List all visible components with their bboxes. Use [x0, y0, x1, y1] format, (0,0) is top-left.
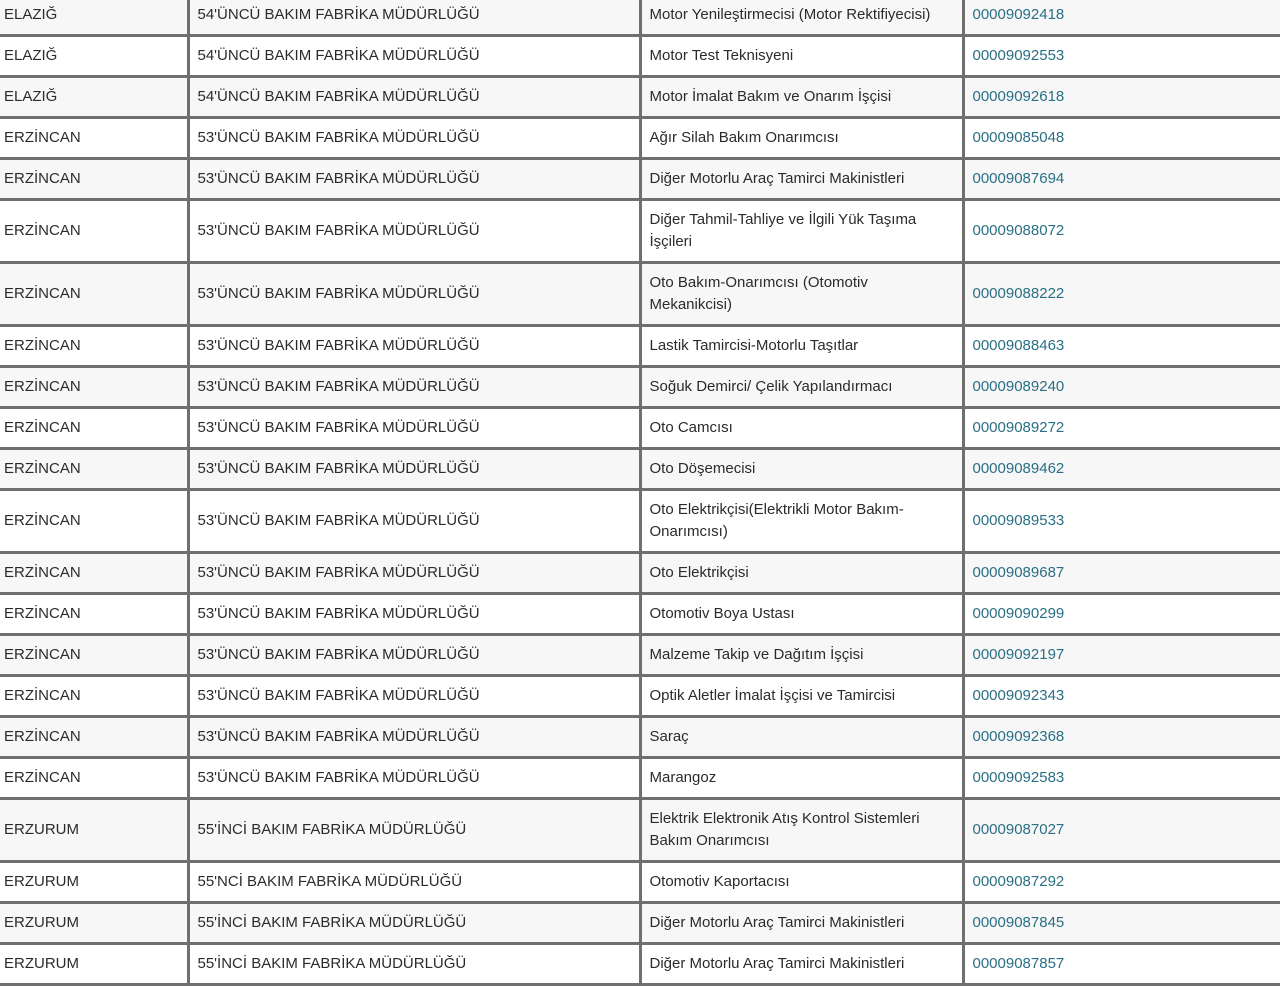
city-cell: ERZURUM — [0, 799, 188, 862]
job-title-cell: Elektrik Elektronik Atış Kontrol Sistemleri Bakım Onarımcısı — [640, 799, 963, 862]
job-title-cell: Diğer Motorlu Araç Tamirci Makinistleri — [640, 159, 963, 200]
job-code-link[interactable]: 00009092418 — [963, 0, 1280, 36]
table-row — [0, 594, 1280, 635]
city-cell: ERZURUM — [0, 944, 188, 985]
job-title-cell: Oto Elektrikçisi — [640, 553, 963, 594]
job-code-link[interactable]: 00009089272 — [963, 408, 1280, 449]
table-row — [0, 553, 1280, 594]
city-cell: ERZİNCAN — [0, 758, 188, 799]
unit-cell: 53'ÜNCÜ BAKIM FABRİKA MÜDÜRLÜĞÜ — [188, 118, 640, 159]
city-cell: ERZİNCAN — [0, 200, 188, 263]
city-cell: ERZİNCAN — [0, 118, 188, 159]
job-title-cell: Oto Camcısı — [640, 408, 963, 449]
job-title-cell: Soğuk Demirci/ Çelik Yapılandırmacı — [640, 367, 963, 408]
city-cell: ELAZIĞ — [0, 36, 188, 77]
city-cell: ERZİNCAN — [0, 717, 188, 758]
job-title-cell: Malzeme Takip ve Dağıtım İşçisi — [640, 635, 963, 676]
job-code-link[interactable]: 00009092343 — [963, 676, 1280, 717]
job-title-cell: Otomotiv Boya Ustası — [640, 594, 963, 635]
city-cell: ELAZIĞ — [0, 77, 188, 118]
unit-cell: 53'ÜNCÜ BAKIM FABRİKA MÜDÜRLÜĞÜ — [188, 367, 640, 408]
city-cell: ERZİNCAN — [0, 635, 188, 676]
city-cell: ERZİNCAN — [0, 408, 188, 449]
job-code-link[interactable]: 00009087845 — [963, 903, 1280, 944]
city-cell: ERZİNCAN — [0, 553, 188, 594]
city-cell: ERZİNCAN — [0, 159, 188, 200]
job-title-cell: Oto Bakım-Onarımcısı (Otomotiv Mekanikcisi) — [640, 263, 963, 326]
table-row — [0, 799, 1280, 862]
unit-cell: 53'ÜNCÜ BAKIM FABRİKA MÜDÜRLÜĞÜ — [188, 200, 640, 263]
unit-cell: 53'ÜNCÜ BAKIM FABRİKA MÜDÜRLÜĞÜ — [188, 490, 640, 553]
unit-cell: 53'ÜNCÜ BAKIM FABRİKA MÜDÜRLÜĞÜ — [188, 676, 640, 717]
job-title-cell: Otomotiv Kaportacısı — [640, 862, 963, 903]
unit-cell: 53'ÜNCÜ BAKIM FABRİKA MÜDÜRLÜĞÜ — [188, 449, 640, 490]
job-code-link[interactable]: 00009089687 — [963, 553, 1280, 594]
unit-cell: 55'İNCİ BAKIM FABRİKA MÜDÜRLÜĞÜ — [188, 799, 640, 862]
table-row — [0, 36, 1280, 77]
job-title-cell: Motor İmalat Bakım ve Onarım İşçisi — [640, 77, 963, 118]
job-code-link[interactable]: 00009092618 — [963, 77, 1280, 118]
job-code-link[interactable]: 00009089533 — [963, 490, 1280, 553]
table-row — [0, 367, 1280, 408]
job-title-cell: Diğer Motorlu Araç Tamirci Makinistleri — [640, 903, 963, 944]
job-title-cell: Oto Elektrikçisi(Elektrikli Motor Bakım-Onarımcısı) — [640, 490, 963, 553]
job-code-link[interactable]: 00009087292 — [963, 862, 1280, 903]
job-title-cell: Lastik Tamircisi-Motorlu Taşıtlar — [640, 326, 963, 367]
table-row — [0, 490, 1280, 553]
city-cell: ERZİNCAN — [0, 676, 188, 717]
job-code-link[interactable]: 00009092583 — [963, 758, 1280, 799]
job-code-link[interactable]: 00009088222 — [963, 263, 1280, 326]
job-code-link[interactable]: 00009092368 — [963, 717, 1280, 758]
job-title-cell: Diğer Tahmil-Tahliye ve İlgili Yük Taşıma İşçileri — [640, 200, 963, 263]
job-code-link[interactable]: 00009089462 — [963, 449, 1280, 490]
city-cell: ELAZIĞ — [0, 0, 188, 36]
table-row — [0, 408, 1280, 449]
table-row — [0, 903, 1280, 944]
table-row — [0, 77, 1280, 118]
unit-cell: 55'İNCİ BAKIM FABRİKA MÜDÜRLÜĞÜ — [188, 903, 640, 944]
job-code-link[interactable]: 00009092197 — [963, 635, 1280, 676]
city-cell: ERZİNCAN — [0, 490, 188, 553]
city-cell: ERZİNCAN — [0, 263, 188, 326]
unit-cell: 53'ÜNCÜ BAKIM FABRİKA MÜDÜRLÜĞÜ — [188, 594, 640, 635]
job-title-cell: Marangoz — [640, 758, 963, 799]
table-row — [0, 944, 1280, 985]
city-cell: ERZURUM — [0, 862, 188, 903]
job-code-link[interactable]: 00009088463 — [963, 326, 1280, 367]
job-code-link[interactable]: 00009085048 — [963, 118, 1280, 159]
unit-cell: 55'NCİ BAKIM FABRİKA MÜDÜRLÜĞÜ — [188, 862, 640, 903]
table-row — [0, 717, 1280, 758]
unit-cell: 53'ÜNCÜ BAKIM FABRİKA MÜDÜRLÜĞÜ — [188, 758, 640, 799]
job-title-cell: Motor Yenileştirmecisi (Motor Rektifiyecisi) — [640, 0, 963, 36]
table-row — [0, 263, 1280, 326]
unit-cell: 55'İNCİ BAKIM FABRİKA MÜDÜRLÜĞÜ — [188, 944, 640, 985]
job-code-link[interactable]: 00009089240 — [963, 367, 1280, 408]
unit-cell: 54'ÜNCÜ BAKIM FABRİKA MÜDÜRLÜĞÜ — [188, 77, 640, 118]
job-code-link[interactable]: 00009090299 — [963, 594, 1280, 635]
city-cell: ERZİNCAN — [0, 326, 188, 367]
unit-cell: 54'ÜNCÜ BAKIM FABRİKA MÜDÜRLÜĞÜ — [188, 36, 640, 77]
table-row — [0, 118, 1280, 159]
table-row — [0, 326, 1280, 367]
job-code-link[interactable]: 00009087694 — [963, 159, 1280, 200]
city-cell: ERZİNCAN — [0, 367, 188, 408]
job-title-cell: Saraç — [640, 717, 963, 758]
table-row — [0, 862, 1280, 903]
job-code-link[interactable]: 00009092553 — [963, 36, 1280, 77]
unit-cell: 53'ÜNCÜ BAKIM FABRİKA MÜDÜRLÜĞÜ — [188, 717, 640, 758]
unit-cell: 53'ÜNCÜ BAKIM FABRİKA MÜDÜRLÜĞÜ — [188, 326, 640, 367]
job-title-cell: Motor Test Teknisyeni — [640, 36, 963, 77]
job-title-cell: Oto Döşemecisi — [640, 449, 963, 490]
job-code-link[interactable]: 00009088072 — [963, 200, 1280, 263]
table-row — [0, 0, 1280, 36]
unit-cell: 53'ÜNCÜ BAKIM FABRİKA MÜDÜRLÜĞÜ — [188, 635, 640, 676]
job-title-cell: Optik Aletler İmalat İşçisi ve Tamircisi — [640, 676, 963, 717]
job-code-link[interactable]: 00009087857 — [963, 944, 1280, 985]
city-cell: ERZİNCAN — [0, 594, 188, 635]
city-cell: ERZİNCAN — [0, 449, 188, 490]
table-row — [0, 635, 1280, 676]
table-row — [0, 676, 1280, 717]
unit-cell: 53'ÜNCÜ BAKIM FABRİKA MÜDÜRLÜĞÜ — [188, 159, 640, 200]
job-title-cell: Ağır Silah Bakım Onarımcısı — [640, 118, 963, 159]
table-row — [0, 200, 1280, 263]
unit-cell: 53'ÜNCÜ BAKIM FABRİKA MÜDÜRLÜĞÜ — [188, 263, 640, 326]
job-title-cell: Diğer Motorlu Araç Tamirci Makinistleri — [640, 944, 963, 985]
unit-cell: 54'ÜNCÜ BAKIM FABRİKA MÜDÜRLÜĞÜ — [188, 0, 640, 36]
table-row — [0, 449, 1280, 490]
unit-cell: 53'ÜNCÜ BAKIM FABRİKA MÜDÜRLÜĞÜ — [188, 553, 640, 594]
unit-cell: 53'ÜNCÜ BAKIM FABRİKA MÜDÜRLÜĞÜ — [188, 408, 640, 449]
table-row — [0, 159, 1280, 200]
job-code-link[interactable]: 00009087027 — [963, 799, 1280, 862]
city-cell: ERZURUM — [0, 903, 188, 944]
table-row — [0, 758, 1280, 799]
